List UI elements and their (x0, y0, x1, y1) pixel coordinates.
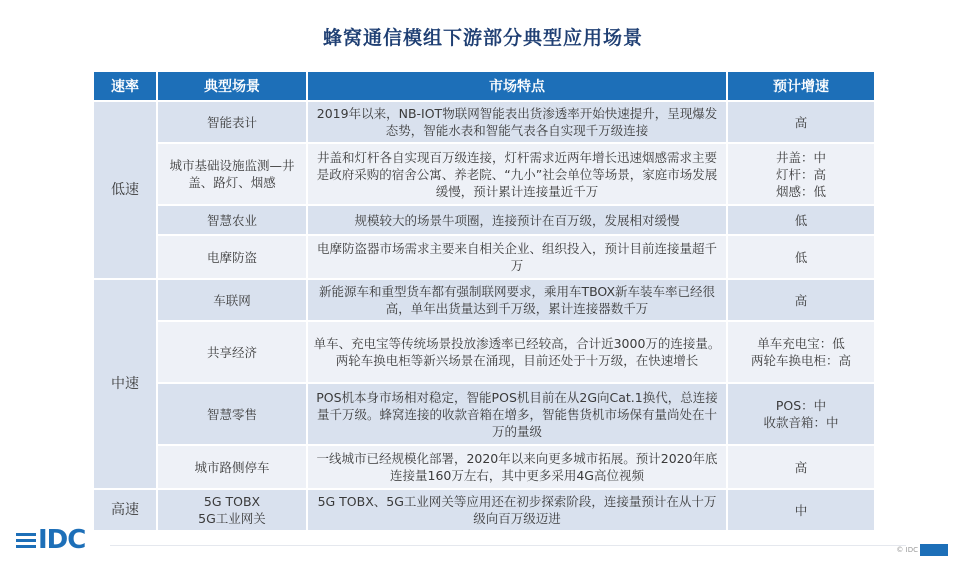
scene-cell: 车联网 (157, 279, 307, 321)
feature-cell: 一线城市已经规模化部署，2020年以来向更多城市拓展。预计2020年底连接量160万左右，其中更多采用4G高位视频 (307, 445, 727, 489)
growth-cell: 高 (727, 445, 875, 489)
logo-text: IDC (38, 525, 86, 555)
footer-divider (110, 545, 906, 546)
growth-cell: 低 (727, 235, 875, 279)
scene-cell: 电摩防盗 (157, 235, 307, 279)
rate-low: 低速 (93, 101, 157, 279)
growth-cell: 井盖：中 灯杆：高 烟感：低 (727, 143, 875, 205)
growth-cell: 单车充电宝：低 两轮车换电柜：高 (727, 321, 875, 383)
table-row (93, 205, 875, 235)
header-rate: 速率 (93, 71, 157, 101)
copyright-text: © IDC (896, 546, 918, 554)
idc-logo (16, 525, 85, 555)
header-scene: 典型场景 (157, 71, 307, 101)
table-row (93, 143, 875, 205)
feature-cell: POS机本身市场相对稳定，智能POS机目前在从2G向Cat.1换代，总连接量千万级。蜂窝连接的收款音箱在增多，智能售货机市场保有量尚处在十万的量级 (307, 383, 727, 445)
page-title: 蜂窝通信模组下游部分典型应用场景 (322, 27, 643, 49)
feature-cell: 新能源车和重型货车都有强制联网要求，乘用车TBOX新车装车率已经很高，单年出货量达到千万级，累计连接器数千万 (307, 279, 727, 321)
feature-cell: 5G TOBX、5G工业网关等应用还在初步探索阶段，连接量预计在从十万级向百万级迈进 (307, 489, 727, 531)
table-row (93, 489, 875, 531)
feature-cell: 规模较大的场景牛项圈，连接预计在百万级，发展相对缓慢 (307, 205, 727, 235)
scene-cell: 智能表计 (157, 101, 307, 143)
table-header-row (93, 71, 875, 101)
growth-cell: 中 (727, 489, 875, 531)
rate-high: 高速 (93, 489, 157, 531)
logo-mark-icon (16, 530, 36, 551)
scene-cell: 智慧零售 (157, 383, 307, 445)
application-table (92, 70, 876, 532)
growth-cell: 低 (727, 205, 875, 235)
footer-flag-icon (920, 544, 948, 556)
feature-cell: 2019年以来，NB-IOT物联网智能表出货渗透率开始快速提升，呈现爆发态势，智能水表和智能气表各自实现千万级连接 (307, 101, 727, 143)
scene-cell: 城市路侧停车 (157, 445, 307, 489)
table-row (93, 383, 875, 445)
table-row (93, 279, 875, 321)
header-feature: 市场特点 (307, 71, 727, 101)
growth-cell: 高 (727, 101, 875, 143)
scene-cell: 5G TOBX 5G工业网关 (157, 489, 307, 531)
feature-cell: 井盖和灯杆各自实现百万级连接，灯杆需求近两年增长迅速烟感需求主要是政府采购的宿舍公寓、养老院、“九小”社会单位等场景，家庭市场发展缓慢，预计累计连接量近千万 (307, 143, 727, 205)
feature-cell: 电摩防盗器市场需求主要来自相关企业、组织投入，预计目前连接量超千万 (307, 235, 727, 279)
scene-cell: 智慧农业 (157, 205, 307, 235)
growth-cell: POS：中 收款音箱：中 (727, 383, 875, 445)
growth-cell: 高 (727, 279, 875, 321)
scene-cell: 城市基础设施监测—井盖、路灯、烟感 (157, 143, 307, 205)
header-growth: 预计增速 (727, 71, 875, 101)
table-row (93, 101, 875, 143)
table-row (93, 235, 875, 279)
rate-mid: 中速 (93, 279, 157, 489)
feature-cell: 单车、充电宝等传统场景投放渗透率已经较高，合计近3000万的连接量。两轮车换电柜等新兴场景在涌现，目前还处于十万级，在快速增长 (307, 321, 727, 383)
table-row (93, 445, 875, 489)
scene-cell: 共享经济 (157, 321, 307, 383)
table-row (93, 321, 875, 383)
